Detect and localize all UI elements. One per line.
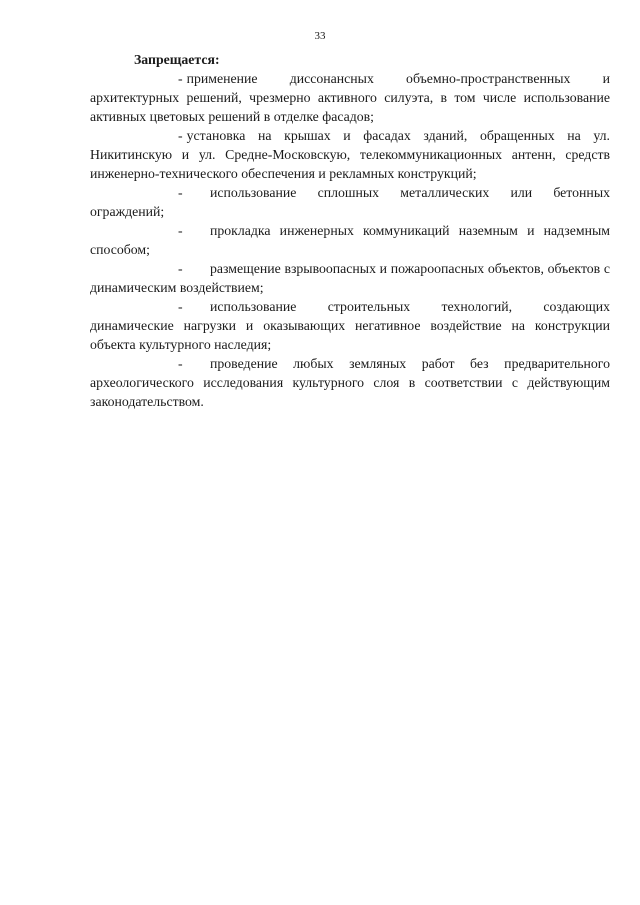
list-item-text: прокладка инженерных коммуникаций наземным и надземным способом; (90, 223, 610, 257)
list-item (90, 221, 610, 259)
list-dash: - (178, 223, 183, 238)
list-item (90, 126, 610, 183)
section-heading: Запрещается: (134, 52, 220, 67)
page-number: 33 (314, 30, 326, 42)
list-item (90, 354, 610, 411)
document-body (90, 50, 610, 411)
list-dash: - (178, 128, 183, 143)
list-item-text: применение диссонансных объемно-пространственных и архитектурных решений, чрезмерно активного силуэта, в том числе использование активных цветовых решений в отделке фасадов; (90, 71, 610, 124)
list-item (90, 183, 610, 221)
list-dash: - (178, 299, 183, 314)
list-item-text: использование сплошных металлических или бетонных ограждений; (90, 185, 610, 219)
list-dash: - (178, 261, 183, 276)
list-dash: - (178, 71, 183, 86)
list-item-text: установка на крышах и фасадах зданий, обращенных на ул. Никитинскую и ул. Средне-Московскую, телекоммуникационных антенн, средств инженерно-технического обеспечения и рекламных конструкций; (90, 128, 610, 181)
list-item (90, 259, 610, 297)
list-dash: - (178, 356, 183, 371)
list-dash: - (178, 185, 183, 200)
list-item (90, 297, 610, 354)
list-item-text: проведение любых земляных работ без предварительного археологического исследования культурного слоя в соответствии с действующим законодательством. (90, 356, 610, 409)
list-item-text: использование строительных технологий, создающих динамические нагрузки и оказывающих негативное воздействие на конструкции объекта культурного наследия; (90, 299, 610, 352)
list-item (90, 69, 610, 126)
list-item-text: размещение взрывоопасных и пожароопасных объектов, объектов с динамическим воздействием; (90, 261, 610, 295)
